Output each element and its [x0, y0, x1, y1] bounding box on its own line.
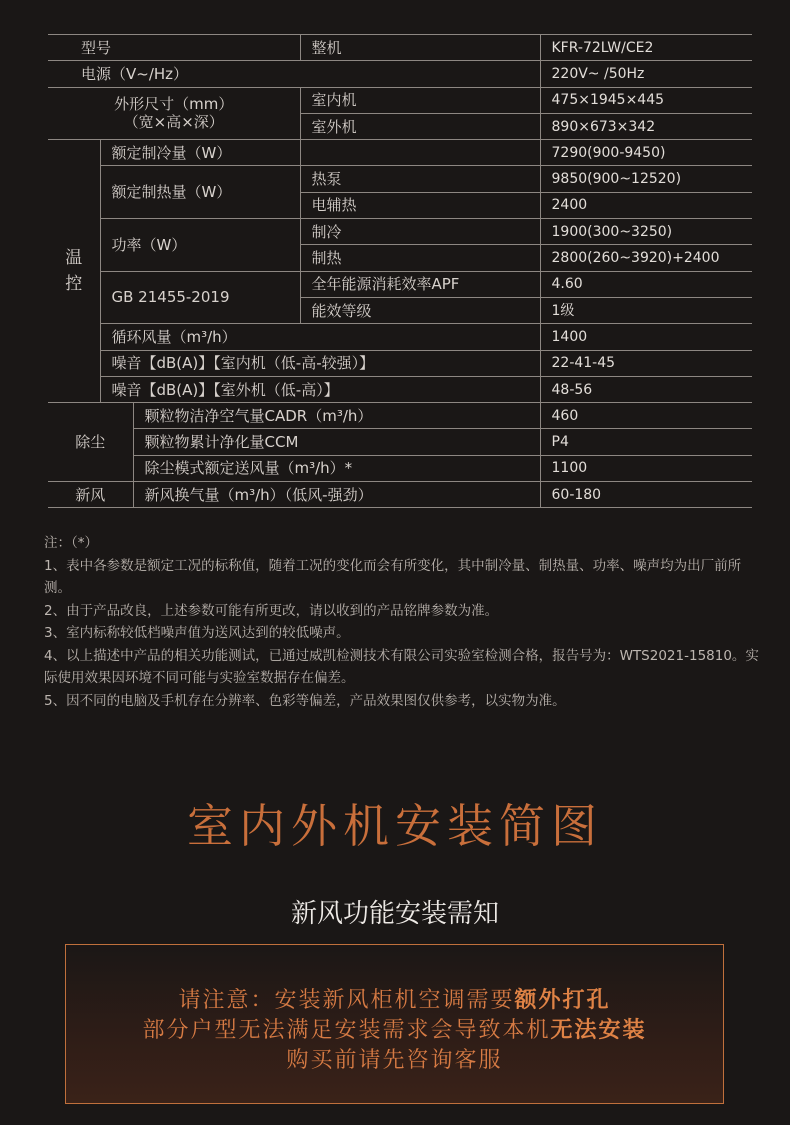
- dimension-outdoor-label: 室外机: [300, 113, 540, 139]
- model-value: KFR-72LW/CE2: [540, 35, 752, 61]
- ccm-value: P4: [540, 429, 752, 455]
- temp-control-group-label: 温 控: [48, 140, 100, 403]
- table-row: [48, 271, 752, 297]
- footnote-item: 1、表中各参数是额定工况的标称值，随着工况的变化而会有所变化，其中制冷量、制热量、功率、噪声均为出厂前所测。: [44, 557, 742, 596]
- table-row: [48, 482, 752, 508]
- heat-pump-label: 热泵: [300, 166, 540, 192]
- dust-airflow-value: 1100: [540, 455, 752, 481]
- dust-group-label: 除尘: [48, 403, 133, 482]
- spec-table: [48, 34, 752, 508]
- power-heating-value: 2800(260~3920)+2400: [540, 245, 752, 271]
- heat-pump-value: 9850(900~12520): [540, 166, 752, 192]
- apf-value: 4.60: [540, 271, 752, 297]
- cadr-value: 460: [540, 403, 752, 429]
- table-row: [48, 140, 752, 166]
- fresh-air-install-subtitle: 新风功能安装需知: [290, 899, 499, 929]
- power-cooling-value: 1900(300~3250): [540, 219, 752, 245]
- notice-line-2-emphasis: 无法安装: [550, 1018, 647, 1043]
- fresh-exchange-label: 新风换气量（m³/h）（低风-强劲）: [133, 482, 540, 508]
- table-row: [48, 350, 752, 376]
- table-row: [48, 429, 752, 455]
- ccm-label: 颗粒物累计净化量CCM: [133, 429, 540, 455]
- model-scope: 整机: [300, 35, 540, 61]
- table-row: [48, 87, 752, 113]
- electric-aux-label: 电辅热: [300, 192, 540, 218]
- notice-line-1: [66, 983, 723, 1014]
- noise-indoor-value: 22-41-45: [540, 350, 752, 376]
- notice-line-2-text: 部分户型无法满足安装需求会导致本机: [142, 1018, 551, 1043]
- footnote-heading: 注：（*）: [44, 535, 98, 551]
- cooling-capacity-label: 额定制冷量（W）: [100, 140, 300, 166]
- airflow-label: 循环风量（m³/h）: [100, 324, 540, 350]
- install-notice-box: [65, 944, 724, 1104]
- dust-airflow-label: 除尘模式额定送风量（m³/h）*: [133, 455, 540, 481]
- model-label: 型号: [48, 35, 300, 61]
- dimension-indoor-value: 475×1945×445: [540, 87, 752, 113]
- electric-aux-value: 2400: [540, 192, 752, 218]
- power-heating-label: 制热: [300, 245, 540, 271]
- table-row: [48, 403, 752, 429]
- table-row: [48, 61, 752, 87]
- footnote-item: 2、由于产品改良，上述参数可能有所更改，请以收到的产品铭牌参数为准。: [44, 602, 499, 619]
- notice-line-1-emphasis: 额外打孔: [514, 988, 611, 1013]
- table-row: [48, 166, 752, 192]
- heating-capacity-label: 额定制热量（W）: [100, 166, 300, 219]
- efficiency-grade-label: 能效等级: [300, 297, 540, 323]
- install-diagram-title: 室内外机安装简图: [187, 799, 603, 853]
- noise-outdoor-value: 48-56: [540, 376, 752, 402]
- notice-line-3: 购买前请先咨询客服: [286, 1048, 503, 1073]
- table-row: [48, 35, 752, 61]
- footnote-item: 4、以上描述中产品的相关功能测试，已通过威凯检测技术有限公司实验室检测合格，报告号为：WTS2021-15810。实际使用效果因环境不同可能与实验室数据存在偏差。: [44, 647, 759, 686]
- standard-label: GB 21455-2019: [100, 271, 300, 324]
- cadr-label: 颗粒物洁净空气量CADR（m³/h）: [133, 403, 540, 429]
- table-row: [48, 455, 752, 481]
- fresh-air-group-label: 新风: [48, 482, 133, 508]
- dimension-outdoor-value: 890×673×342: [540, 113, 752, 139]
- dimension-indoor-label: 室内机: [300, 87, 540, 113]
- efficiency-grade-value: 1级: [540, 297, 752, 323]
- notice-line-2: [66, 1013, 723, 1044]
- dimension-label: 外形尺寸（mm） （宽×高×深）: [48, 87, 300, 140]
- footnotes: [44, 532, 760, 712]
- power-supply-label: 电源（V~/Hz）: [48, 61, 540, 87]
- table-row: [48, 376, 752, 402]
- cooling-capacity-value: 7290(900-9450): [540, 140, 752, 166]
- cooling-capacity-sub: [300, 140, 540, 166]
- table-row: [48, 324, 752, 350]
- airflow-value: 1400: [540, 324, 752, 350]
- table-row: [48, 219, 752, 245]
- power-cooling-label: 制冷: [300, 219, 540, 245]
- noise-indoor-label: 噪音【dB(A)】【室内机（低-高-较强）】: [100, 350, 540, 376]
- footnote-item: 5、因不同的电脑及手机存在分辨率、色彩等偏差，产品效果图仅供参考，以实物为准。: [44, 692, 566, 709]
- power-label: 功率（W）: [100, 219, 300, 272]
- footnote-item: 3、室内标称较低档噪声值为送风达到的较低噪声。: [44, 625, 350, 641]
- power-supply-value: 220V~ /50Hz: [540, 61, 752, 87]
- noise-outdoor-label: 噪音【dB(A)】【室外机（低-高）】: [100, 376, 540, 402]
- apf-label: 全年能源消耗效率APF: [300, 271, 540, 297]
- notice-line-1-text: 请注意：安装新风柜机空调需要: [178, 988, 515, 1013]
- fresh-exchange-value: 60-180: [540, 482, 752, 508]
